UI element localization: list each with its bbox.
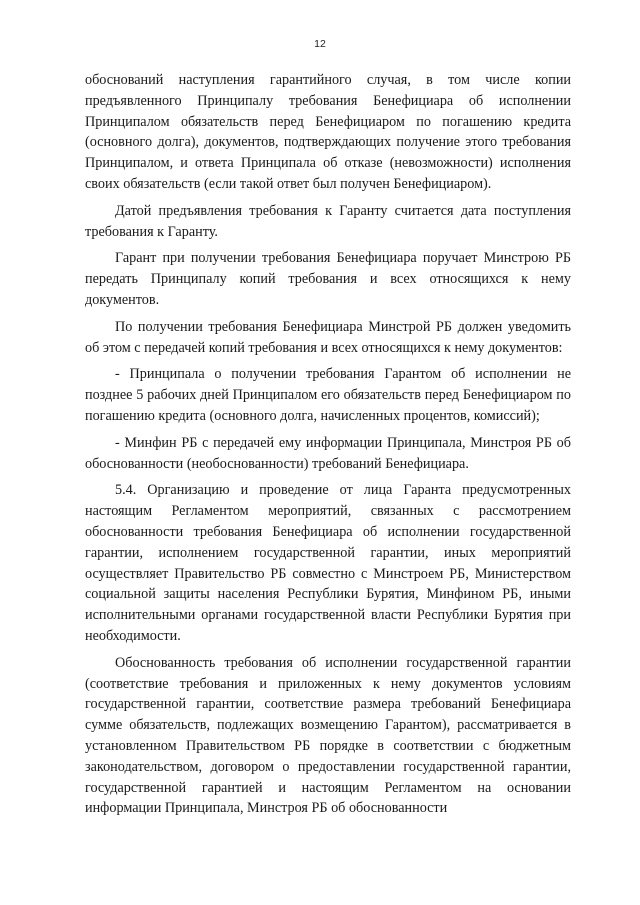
paragraph-guarantor-instructs: Гарант при получении требования Бенефициара поручает Минстрою РБ передать Принципалу копий требования и всех относящихся к нему документов. xyxy=(85,250,571,308)
document-body xyxy=(85,70,571,819)
list-item-principal: - Принципала о получении требования Гарантом об исполнении не позднее 5 рабочих дней Принципалом его обязательств перед Бенефициаром по погашению кредита (основного долга, начисленных процентов, комиссий); xyxy=(85,366,571,424)
paragraph-ministry-notifies: По получении требования Бенефициара Минстрой РБ должен уведомить об этом с передачей копий требования и всех относящихся к нему документов: xyxy=(85,318,571,356)
paragraph-claim-validity: Обоснованность требования об исполнении государственной гарантии (соответствие требования и приложенных к нему документов условиям государственной гарантии, соответствие размера требований Бенефициара сумме обязательств, подлежащих возмещению Гарантом), рассматривается в установленном Правительством РБ порядке в соответствии с бюджетным законодательством, договором о предоставлении государственной гарантии, государственной гарантией и настоящим Регламентом на основании информации Принципала, Минстроя РБ об обоснованности xyxy=(85,654,571,817)
paragraph-section-5-4: 5.4. Организацию и проведение от лица Гаранта предусмотренных настоящим Регламентом мероприятий, связанных с рассмотрением обоснованности требования Бенефициара об исполнении государственной гарантии, исполнением государственной гарантии, иных мероприятий осуществляет Правительство РБ совместно с Минстроем РБ, Министерством социальной защиты населения Республики Бурятия, Минфином РБ, иными исполнительными органами государственной власти Республики Бурятия при необходимости. xyxy=(85,482,571,644)
paragraph-claim-date: Датой предъявления требования к Гаранту считается дата поступления требования к Гаранту. xyxy=(85,202,571,240)
page-number: 12 xyxy=(314,38,326,50)
paragraph-continuation: обоснований наступления гарантийного случая, в том числе копии предъявленного Принципалу требования Бенефициара об исполнении Принципалом обязательств перед Бенефициаром по погашению кредита (основного долга), документов, подтверждающих получение этого требования Принципалом, и ответа Принципала об отказе (невозможности) исполнения своих обязательств (если такой ответ был получен Бенефициаром). xyxy=(85,72,571,192)
list-item-minfin: - Минфин РБ с передачей ему информации Принципала, Минстроя РБ об обоснованности (необоснованности) требований Бенефициара. xyxy=(85,434,571,472)
